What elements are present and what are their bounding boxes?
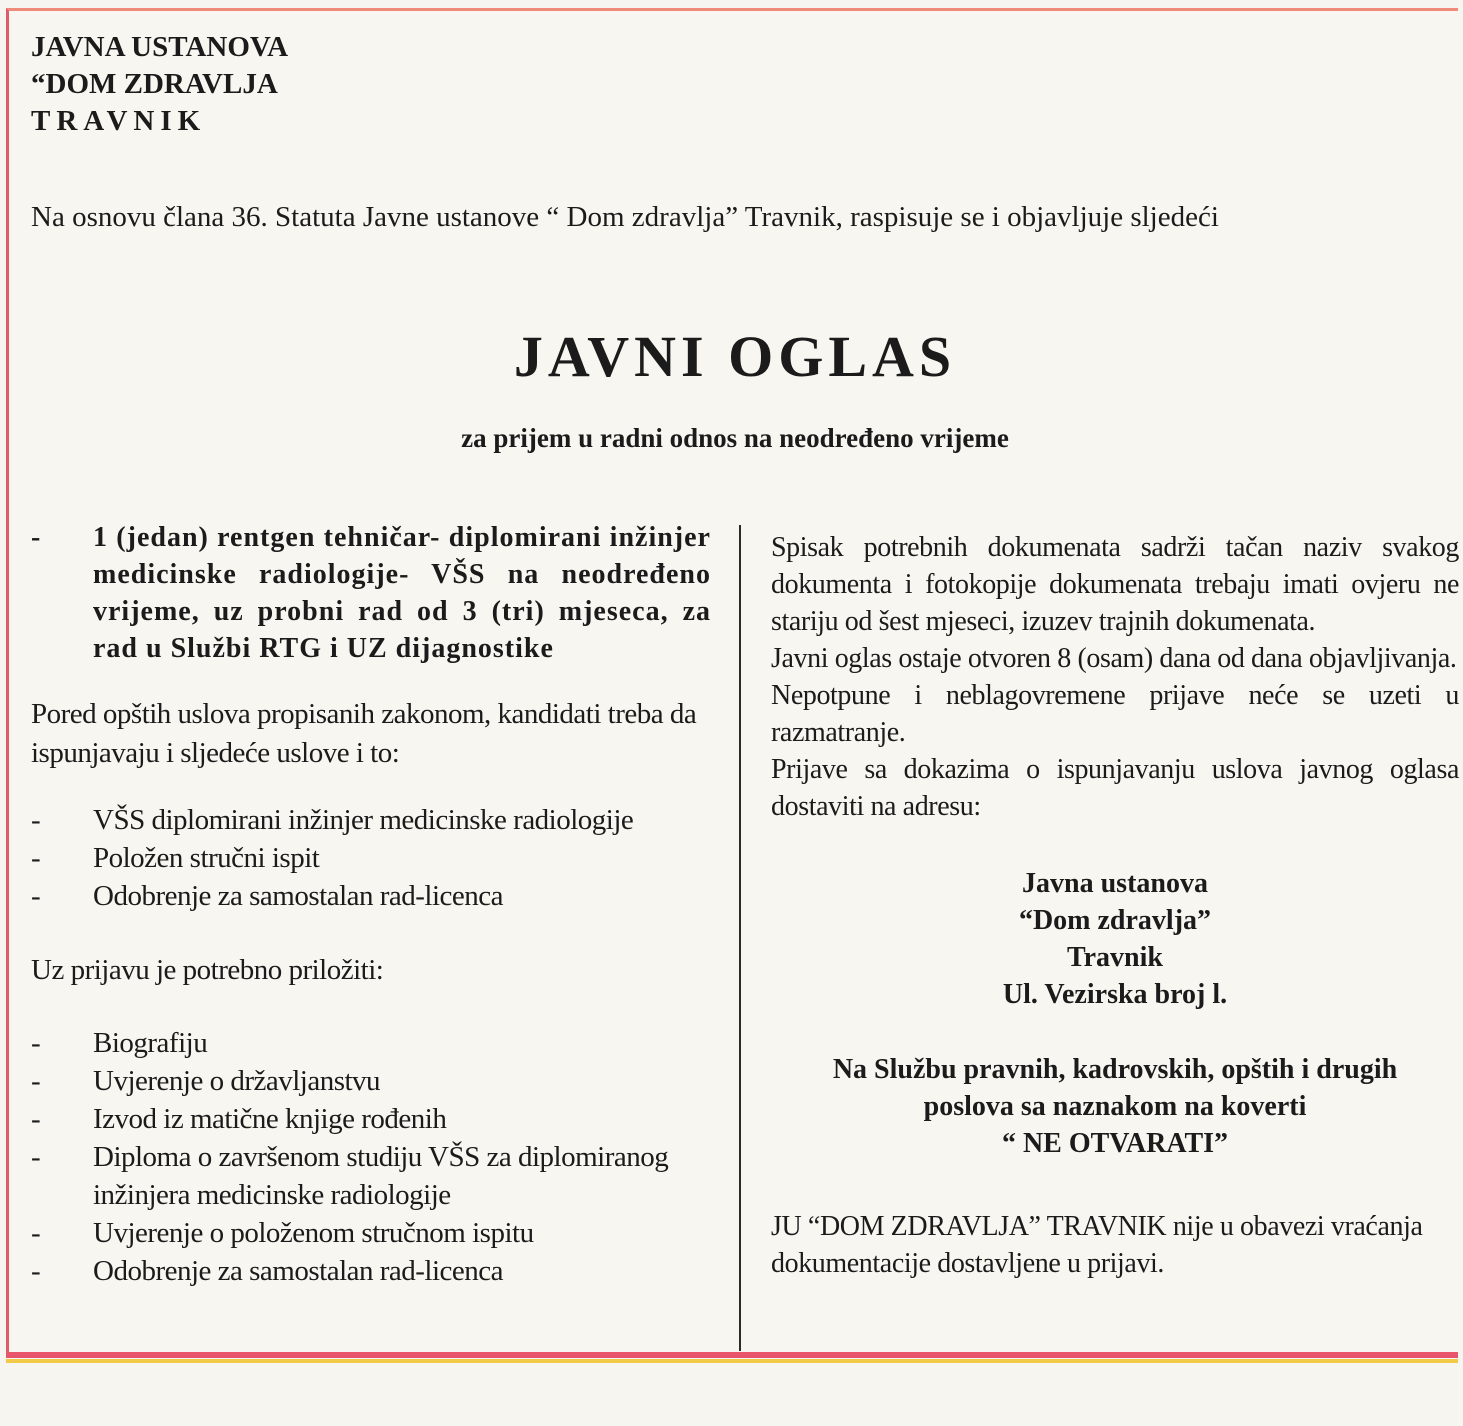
service-line-3: “ NE OTVARATI” bbox=[1001, 1128, 1229, 1159]
list-item bbox=[31, 1024, 711, 1062]
attachment-text: Odobrenje za samostalan rad-licenca bbox=[93, 1255, 504, 1287]
address-line-1: Javna ustanova bbox=[1022, 868, 1208, 899]
attachments-list bbox=[31, 1024, 711, 1290]
header-line-2: “DOM ZDRAVLJA bbox=[31, 68, 278, 100]
condition-text: Položen stručni ispit bbox=[93, 842, 320, 874]
list-item bbox=[31, 1100, 711, 1138]
list-item bbox=[31, 839, 711, 877]
service-note bbox=[771, 1051, 1459, 1162]
page-title: JAVNI OGLAS bbox=[513, 324, 957, 389]
institution-header bbox=[31, 29, 288, 140]
list-item bbox=[31, 1138, 711, 1214]
left-column bbox=[31, 519, 711, 1290]
footer-note: JU “DOM ZDRAVLJA” TRAVNIK nije u obavezi vraćanja dokumentacije dostavljene u prijavi. bbox=[771, 1211, 1423, 1279]
condition-text: Odobrenje za samostalan rad-licenca bbox=[93, 880, 504, 912]
announcement-frame bbox=[6, 8, 1458, 1358]
address-line-2: “Dom zdravlja” bbox=[1018, 905, 1212, 936]
list-dash: - bbox=[31, 804, 41, 836]
right-column bbox=[771, 529, 1459, 1282]
delivery-address bbox=[771, 865, 1459, 1013]
address-line-4: Ul. Vezirska broj l. bbox=[1002, 979, 1228, 1010]
list-item bbox=[31, 1214, 711, 1252]
list-dash: - bbox=[31, 842, 41, 874]
list-dash: - bbox=[31, 1217, 41, 1249]
header-line-3: TRAVNIK bbox=[31, 105, 207, 137]
list-dash: - bbox=[31, 1065, 41, 1097]
position-text: 1 (jedan) rentgen tehničar- diplomirani inžinjer medicinske radiologije- VŠS na neodređeno vrijeme, uz probni rad od 3 (tri) mjeseca, za rad u Službi RTG i UZ dijagnostike bbox=[93, 522, 711, 664]
list-dash: - bbox=[31, 1103, 41, 1135]
column-divider bbox=[739, 525, 741, 1351]
attachment-text: Diploma o završenom studiju VŠS za diplomiranog inžinjera medicinske radiologije bbox=[93, 1141, 669, 1211]
attachment-text: Uvjerenje o položenom stručnom ispitu bbox=[93, 1217, 534, 1249]
conditions-intro: Pored opštih uslova propisanih zakonom, kandidati treba da ispunjavaju i sljedeće uslove i to: bbox=[31, 698, 697, 769]
documents-note: Spisak potrebnih dokumenata sadrži tačan naziv svakog dokumenta i fotokopije dokumenata trebaju imati ovjeru ne stariju od šest mjeseci, izuzev trajnih dokumenata. bbox=[771, 532, 1459, 637]
list-dash: - bbox=[31, 1255, 41, 1287]
service-line-2: poslova sa naznakom na koverti bbox=[923, 1091, 1307, 1122]
open-period: Javni oglas ostaje otvoren 8 (osam) dana od dana objavljivanja. bbox=[771, 643, 1457, 674]
position-dash: - bbox=[31, 522, 42, 553]
list-dash: - bbox=[31, 880, 41, 912]
list-item bbox=[31, 1252, 711, 1290]
condition-text: VŠS diplomirani inžinjer medicinske radiologije bbox=[93, 804, 634, 836]
list-item bbox=[31, 801, 711, 839]
attachments-intro: Uz prijavu je potrebno priložiti: bbox=[31, 954, 384, 986]
list-item bbox=[31, 877, 711, 915]
page-subtitle: za prijem u radni odnos na neodređeno vrijeme bbox=[461, 423, 1009, 453]
list-dash: - bbox=[31, 1027, 41, 1059]
header-line-1: JAVNA USTANOVA bbox=[31, 31, 289, 63]
attachment-text: Biografiju bbox=[93, 1027, 208, 1059]
attachment-text: Uvjerenje o državljanstvu bbox=[93, 1065, 381, 1097]
service-line-1: Na Službu pravnih, kadrovskih, opštih i drugih bbox=[832, 1054, 1398, 1085]
conditions-list bbox=[31, 801, 711, 915]
intro-text: Na osnovu člana 36. Statuta Javne ustanove “ Dom zdravlja” Travnik, raspisuje se i objavljuje sljedeći bbox=[31, 201, 1219, 233]
list-item bbox=[31, 1062, 711, 1100]
incomplete-note: Nepotpune i neblagovremene prijave neće se uzeti u razmatranje. bbox=[771, 680, 1459, 748]
list-dash: - bbox=[31, 1141, 41, 1173]
position-item bbox=[31, 519, 711, 667]
address-line-3: Travnik bbox=[1067, 942, 1163, 973]
delivery-note: Prijave sa dokazima o ispunjavanju uslova javnog oglasa dostaviti na adresu: bbox=[771, 754, 1459, 822]
attachment-text: Izvod iz matične knjige rođenih bbox=[93, 1103, 447, 1135]
